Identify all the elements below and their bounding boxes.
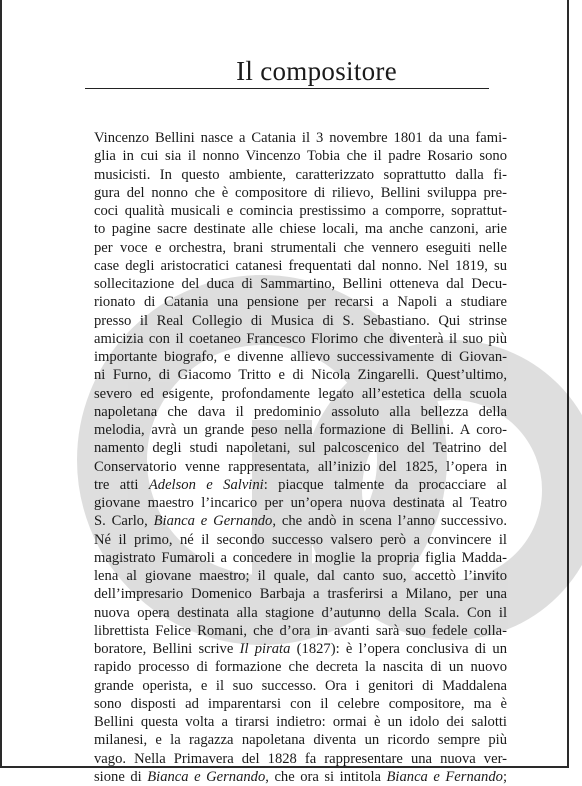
opera-title: Bianca e Gernando <box>147 768 266 785</box>
text-line: magistrato Fumaroli a concedere in moglie la propria figlia Madda- <box>94 549 507 566</box>
opera-title: Bianca e Fernando <box>386 768 503 785</box>
body-paragraph <box>94 129 507 786</box>
text-segment: sione di <box>94 768 148 785</box>
text-line: nuova opera destinata alla stagione d’autunno della Scala. Con il <box>94 604 507 621</box>
text-line: ni Furno, di Giacomo Tritto e di Nicola Zingarelli. Quest’ultimo, <box>94 367 507 384</box>
text-line: melodia, avrà un grande peso nella formazione di Bellini. A coro- <box>94 422 507 438</box>
text-line: to pagine sacre destinate alle chiese locali, ma anche canzoni, arie <box>94 221 507 238</box>
opera-title: Il pirata <box>239 641 291 657</box>
text-line: rionato di Catania una pensione per recarsi a Napoli a studiare <box>94 294 507 311</box>
text-line: severo ed esigente, profondamente legato all’estetica della scuola <box>94 385 507 402</box>
text-segment: (1827): è l’opera conclusiva di un <box>290 641 507 657</box>
text-line <box>94 640 507 658</box>
text-line: namento degli studi napoletani, sul palcoscenico del Teatrino del <box>94 440 507 457</box>
text-segment: , che ora si intitola <box>265 768 387 785</box>
text-segment: S. Carlo, <box>94 513 154 530</box>
text-line: dell’impresario Domenico Barbaja a trasferirsi a Milano, per una <box>94 586 507 603</box>
text-line: Conservatorio venne rappresentata, all’inizio del 1825, l’opera in <box>94 458 507 475</box>
text-line: gura del nonno che è compositore di rilievo, Bellini sviluppa pre- <box>94 184 507 201</box>
text-line: Vincenzo Bellini nasce a Catania il 3 novembre 1801 da una fami- <box>94 130 507 146</box>
text-line: importante biografo, e divenne allievo successivamente di Giovan- <box>94 349 507 365</box>
text-line: sono disposti ad imparentarsi con il celebre compositore, ma è <box>94 695 507 712</box>
text-segment: , che andò in scena l’anno successivo. <box>272 513 508 530</box>
text-line: Bellini questa volta a tirarsi indietro: ormai è un idolo dei salotti <box>94 714 507 730</box>
text-line: lena al giovane maestro; il quale, dal canto suo, accettò l’invito <box>94 568 507 584</box>
text-line: milanesi, e la ragazza napoletana diventa un ricordo sempre più <box>94 732 507 749</box>
text-line: vago. Nella Primavera del 1828 fa rappresentare una nuova ver- <box>94 750 507 767</box>
text-line: Né il primo, né il secondo successo valsero però a convincere il <box>94 531 507 548</box>
page-header <box>85 56 489 89</box>
text-line: giovane maestro l’incarico per un’opera nuova destinata al Teatro <box>94 495 507 511</box>
text-line <box>94 512 507 530</box>
text-line <box>94 476 507 494</box>
text-segment: tre atti <box>94 476 149 493</box>
text-line: coci qualità musicali e comincia prestissimo a comporre, soprattut- <box>94 203 507 219</box>
text-segment: ; <box>502 768 507 785</box>
text-segment: boratore, Bellini scrive <box>94 641 240 657</box>
opera-title: Adelson e Salvini <box>148 476 264 493</box>
text-line: napoletana che dava il predominio assoluto alla bellezza della <box>94 403 507 420</box>
text-line: rapido processo di formazione che decreta la nascita di un nuovo <box>94 659 507 676</box>
text-line: glia in cui sia il nonno Vincenzo Tobia che il padre Rosario sono <box>94 148 507 165</box>
text-line <box>94 768 507 786</box>
text-line: musicisti. In questo ambiente, caratterizzato soprattutto dalla fi- <box>94 166 507 183</box>
text-line: sollecitazione del duca di Sammartino, Bellini otteneva dal Decu- <box>94 276 507 292</box>
text-line: case degli aristocratici catanesi frequentati dal nonno. Nel 1819, su <box>94 257 507 274</box>
text-segment: : piacque talmente da procacciare al <box>263 476 507 493</box>
page-title: Il compositore <box>236 56 397 86</box>
text-line: amicizia con il coetaneo Francesco Florimo che diventerà il suo più <box>94 330 507 347</box>
opera-title: Bianca e Gernando <box>153 513 273 530</box>
text-line: presso il Real Collegio di Musica di S. Sebastiano. Qui strinse <box>94 312 507 329</box>
text-line: grande operista, e il suo successo. Ora i genitori di Maddalena <box>94 677 507 694</box>
text-line: per voce e orchestra, brani strumentali che vennero eseguiti nelle <box>94 239 507 256</box>
text-line: librettista Felice Romani, che d’ora in avanti sarà suo fedele colla- <box>94 622 507 639</box>
